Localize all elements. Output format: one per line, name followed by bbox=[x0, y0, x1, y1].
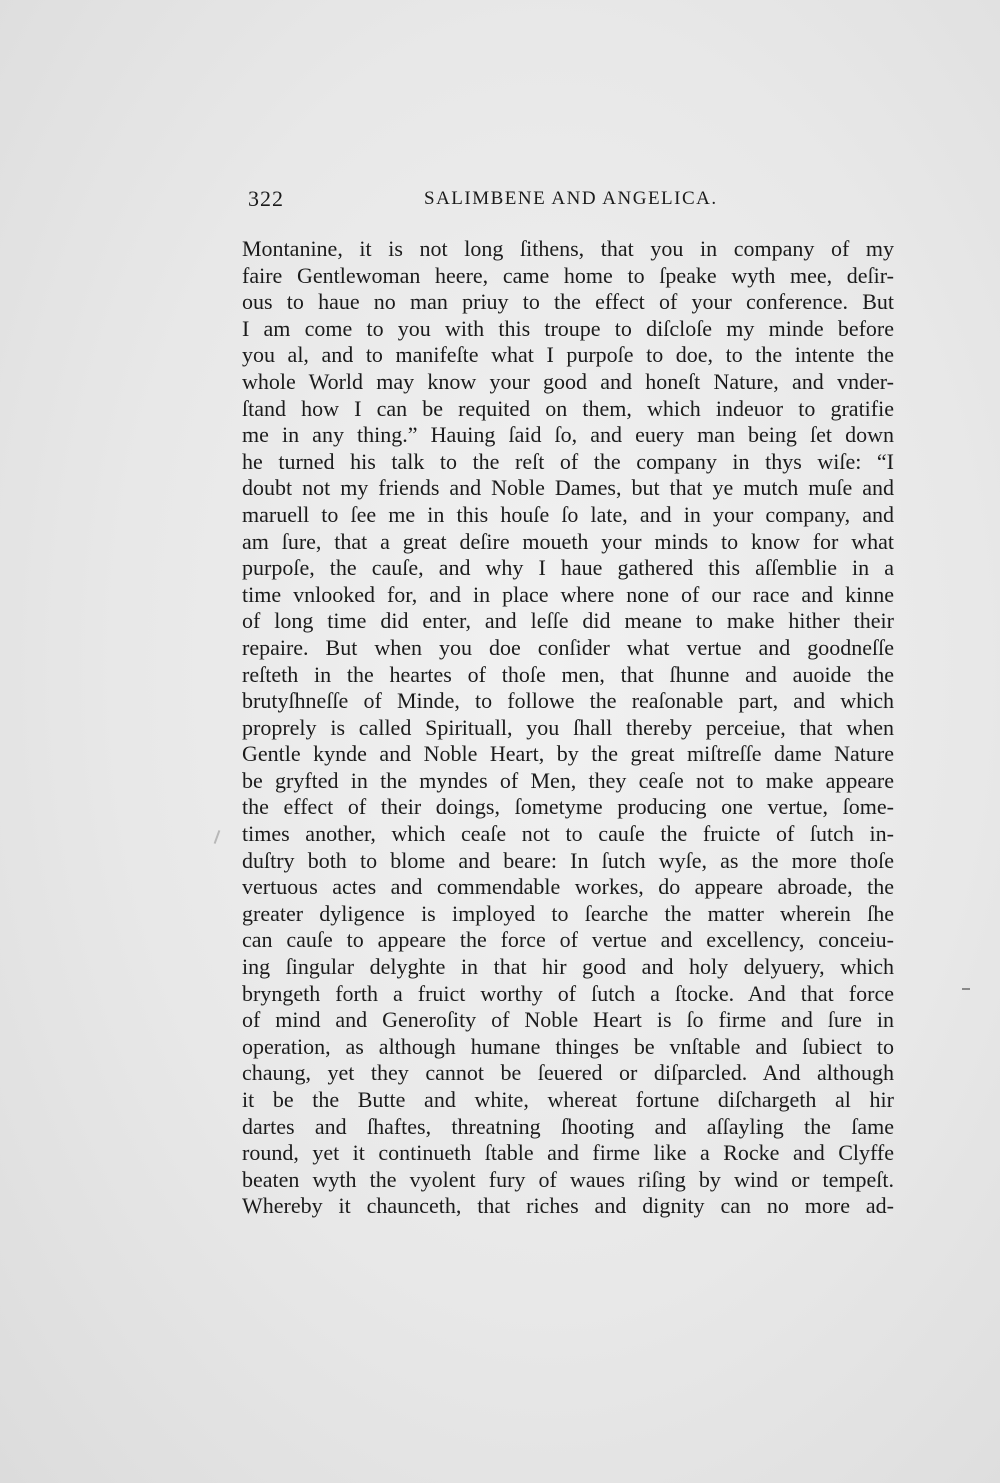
text-line: ous to haue no man priuy to the effect of your conference. But bbox=[242, 289, 894, 315]
text-line: reſteth in the heartes of thoſe men, that ſhunne and auoide the bbox=[242, 661, 894, 687]
page-number: 322 bbox=[248, 186, 284, 211]
text-line: maruell to ſee me in this houſe ſo late, and in your company, and bbox=[242, 501, 894, 527]
text-line: ing ſingular delyghte in that hir good and holy delyuery, which bbox=[242, 954, 894, 980]
text-line: Gentle kynde and Noble Heart, by the great miſtreſſe dame Nature bbox=[242, 741, 894, 767]
text-line: the effect of their doings, ſometyme producing one vertue, ſome- bbox=[242, 794, 894, 820]
text-line: I am come to you with this troupe to diſcloſe my minde before bbox=[242, 315, 894, 341]
text-line: operation, as although humane thinges be vnſtable and ſubiect to bbox=[242, 1033, 894, 1059]
text-line: duſtry both to blome and beare: In ſutch wyſe, as the more thoſe bbox=[242, 847, 894, 873]
text-line: am ſure, that a great deſire moueth your minds to know for what bbox=[242, 528, 894, 554]
text-line: bryngeth forth a fruict worthy of ſutch a ſtocke. And that force bbox=[242, 980, 894, 1006]
text-line: times another, which ceaſe not to cauſe the fruicte of ſutch in- bbox=[242, 821, 894, 847]
text-line: vertuous actes and commendable workes, do appeare abroade, the bbox=[242, 874, 894, 900]
text-line: of long time did enter, and leſſe did meane to make hither their bbox=[242, 608, 894, 634]
margin-mark bbox=[962, 988, 970, 990]
text-line: of mind and Generoſity of Noble Heart is ſo firme and ſure in bbox=[242, 1007, 894, 1033]
running-title: SALIMBENE AND ANGELICA. bbox=[424, 188, 718, 209]
text-line: round, yet it continueth ſtable and firme like a Rocke and Clyffe bbox=[242, 1140, 894, 1166]
text-line: dartes and ſhaftes, threatning ſhooting and aſſayling the ſame bbox=[242, 1113, 894, 1139]
text-line: Whereby it chaunceth, that riches and dignity can no more ad- bbox=[242, 1193, 894, 1219]
margin-mark bbox=[214, 830, 221, 844]
text-line: he turned his talk to the reſt of the company in thys wiſe: “I bbox=[242, 448, 894, 474]
text-line: can cauſe to appeare the force of vertue and excellency, conceiu- bbox=[242, 927, 894, 953]
text-line: greater dyligence is imployed to ſearche the matter wherein ſhe bbox=[242, 900, 894, 926]
text-line: purpoſe, the cauſe, and why I haue gathered this aſſemblie in a bbox=[242, 555, 894, 581]
text-line: whole World may know your good and honeſt Nature, and vnder- bbox=[242, 368, 894, 394]
text-line: it be the Butte and white, whereat fortune diſchargeth al hir bbox=[242, 1087, 894, 1112]
text-line: faire Gentlewoman heere, came home to ſpeake wyth mee, deſir- bbox=[242, 262, 894, 288]
running-head bbox=[248, 186, 888, 216]
text-line: Montanine, it is not long ſithens, that you in company of my bbox=[242, 236, 894, 261]
text-line: me in any thing.” Hauing ſaid ſo, and euery man being ſet down bbox=[242, 422, 894, 448]
text-line: repaire. But when you doe conſider what vertue and goodneſſe bbox=[242, 634, 894, 660]
text-line: time vnlooked for, and in place where none of our race and kinne bbox=[242, 581, 894, 607]
text-line: ſtand how I can be requited on them, which indeuor to gratifie bbox=[242, 395, 894, 421]
text-line: you al, and to manifeſte what I purpoſe to doe, to the intente the bbox=[242, 342, 894, 368]
text-line: chaung, yet they cannot be ſeuered or diſparcled. And although bbox=[242, 1060, 894, 1086]
text-line: be gryfted in the myndes of Men, they ceaſe not to make appeare bbox=[242, 767, 894, 793]
text-line: proprely is called Spirituall, you ſhall thereby perceiue, that when bbox=[242, 714, 894, 740]
body-text bbox=[242, 236, 894, 1220]
text-line: doubt not my friends and Noble Dames, but that ye mutch muſe and bbox=[242, 475, 894, 501]
text-line: beaten wyth the vyolent fury of waues riſing by wind or tempeſt. bbox=[242, 1166, 894, 1192]
text-line: brutyſhneſſe of Minde, to followe the reaſonable part, and which bbox=[242, 688, 894, 714]
